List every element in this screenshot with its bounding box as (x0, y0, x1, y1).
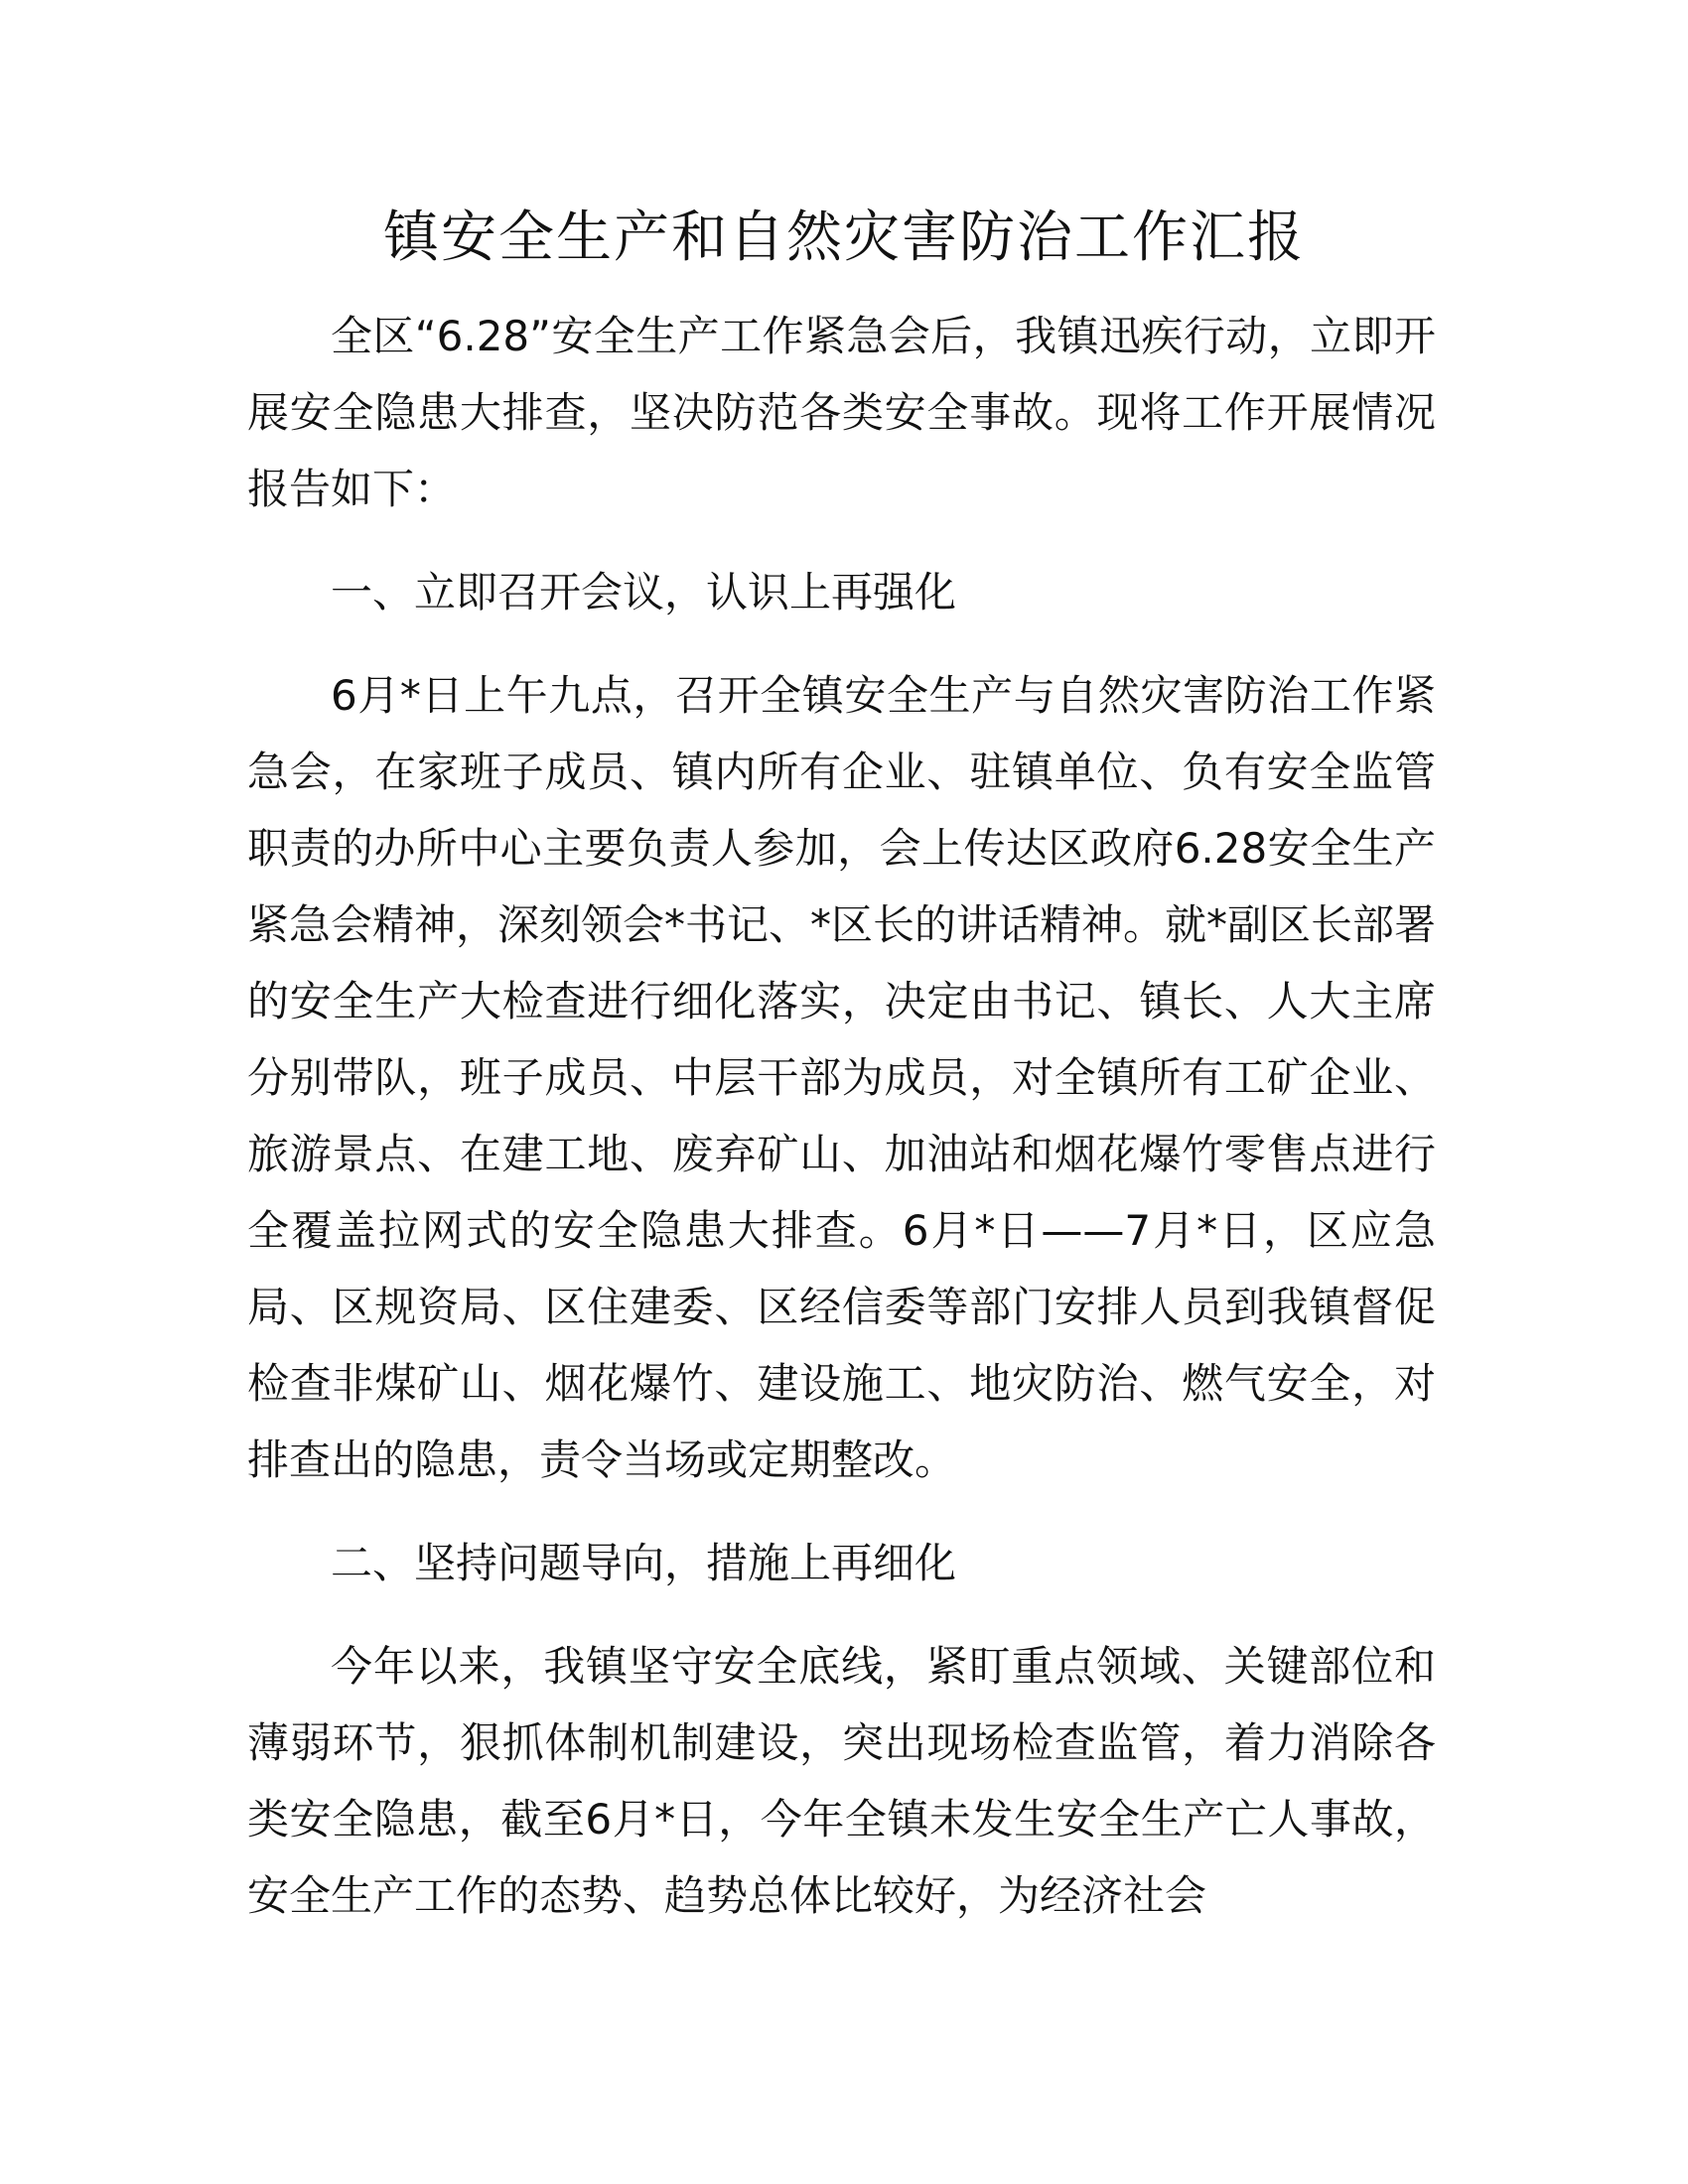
section-2-paragraph: 今年以来，我镇坚守安全底线，紧盯重点领域、关键部位和薄弱环节，狠抓体制机制建设，突出现场检查监管，着力消除各类安全隐患，截至6月*日，今年全镇未发生安全生产亡人事故，安全生产工作的态势、趋势总体比较好，为经济社会 (247, 1642, 1436, 1920)
section-1-heading: 一、立即召开会议，认识上再强化 (331, 568, 957, 616)
document-title: 镇安全生产和自然灾害防治工作汇报 (383, 205, 1305, 270)
intro-paragraph: 全区“6.28”安全生产工作紧急会后，我镇迅疾行动，立即开展安全隐患大排查，坚决防范各类安全事故。现将工作开展情况报告如下： (247, 312, 1436, 513)
section-1-paragraph: 6月*日上午九点，召开全镇安全生产与自然灾害防治工作紧急会，在家班子成员、镇内所有企业、驻镇单位、负有安全监管职责的办所中心主要负责人参加，会上传达区政府6.28安全生产紧急会精神，深刻领会*书记、*区长的讲话精神。就*副区长部署的安全生产大检查进行细化落实，决定由书记、镇长、人大主席分别带队，班子成员、中层干部为成员，对全镇所有工矿企业、旅游景点、在建工地、废弃矿山、加油站和烟花爆竹零售点进行全覆盖拉网式的安全隐患大排查。6月*日——7月*日，区应急局、区规资局、区住建委、区经信委等部门安排人员到我镇督促检查非煤矿山、烟花爆竹、建设施工、地灾防治、燃气安全，对排查出的隐患，责令当场或定期整改。 (247, 671, 1437, 1484)
section-2-heading: 二、坚持问题导向，措施上再细化 (331, 1539, 957, 1587)
document-body (247, 298, 1436, 1934)
